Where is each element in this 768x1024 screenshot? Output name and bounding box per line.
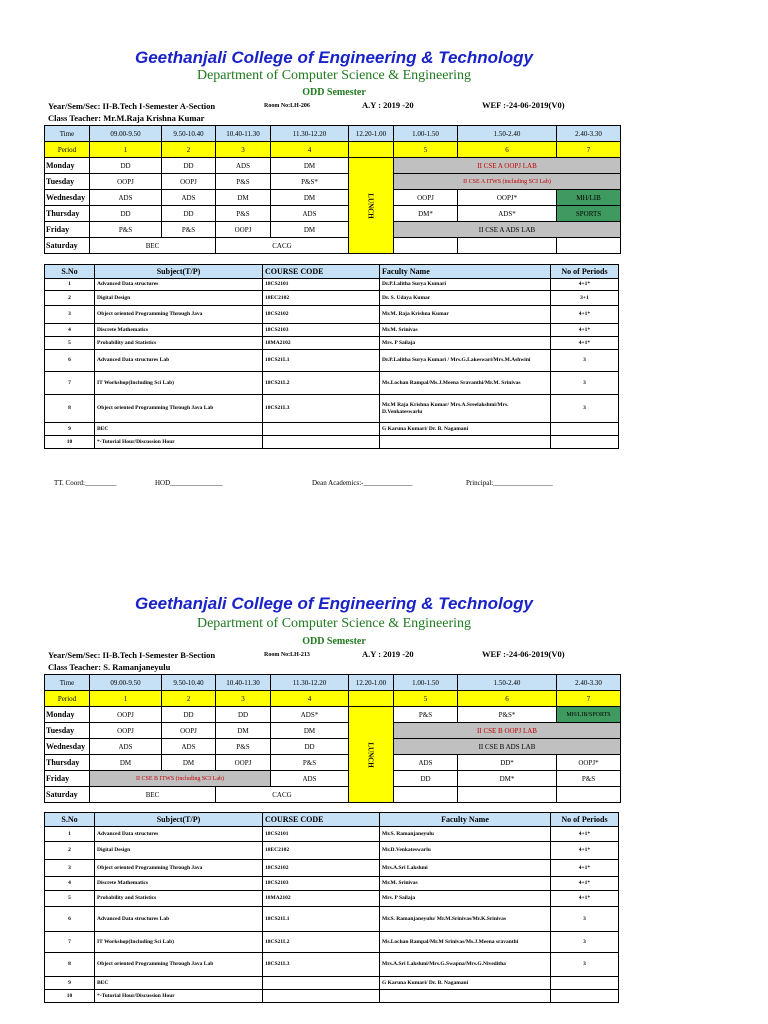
class-cell: P&S [90,222,162,238]
day-label: Thursday [45,206,90,222]
day-label: Tuesday [45,723,90,739]
class-teacher: Class Teacher: Mr.M.Raja Krishna Kumar [48,113,205,123]
header-sno: S.No [45,813,95,827]
row-faculty: G Karuna Kumari/ Dr. B. Nagamani [380,423,551,436]
table-row [45,324,619,337]
row-subject: BEC [95,423,263,436]
class-cell: DM [216,723,271,739]
row-faculty: Mr.M Raja Krishna Kumar/ Mrs.A.Sreelakshmi/Mrs. D.Venkateswarlu [380,395,551,423]
class-cell: OOPJ [90,723,162,739]
row-subject: IT Workshop(Including Sci Lab) [95,372,263,395]
row-periods [551,977,619,990]
class-cell: DD [216,707,271,723]
table-row [45,877,619,891]
period-number: 3 [216,142,271,158]
class-cell: DD [162,206,216,222]
room-number: Room No:LH-213 [264,652,310,658]
class-cell [557,787,621,803]
table-row [45,306,619,324]
time-slot: 11.30-12.20 [271,675,349,691]
period-number: 4 [271,142,349,158]
table-row [45,423,619,436]
class-cell: DD [90,206,162,222]
day-label: Saturday [45,787,90,803]
row-periods: 3 [551,350,619,372]
room-number: Room No:LH-206 [264,103,310,109]
class-cell: P&S* [271,174,349,190]
class-cell: OOPJ* [557,755,621,771]
row-sno: 4 [45,324,95,337]
row-sno: 8 [45,953,95,977]
row-code: 18CS2103 [263,324,380,337]
header-subject: Subject(T/P) [95,813,263,827]
time-slot: 2.40-3.30 [557,675,621,691]
time-slot: 9.50-10.40 [162,126,216,142]
row-code: 18EC2102 [263,291,380,306]
time-slot: 1.50-2.40 [458,126,557,142]
row-sno: 2 [45,842,95,860]
row-subject: Advanced Data structures [95,279,263,291]
header-faculty: Faculty Name [380,813,551,827]
row-sno: 3 [45,306,95,324]
row-periods: 3 [551,372,619,395]
table-row [45,953,619,977]
class-cell: DM [162,755,216,771]
day-label: Tuesday [45,174,90,190]
time-header: Time [45,675,90,691]
day-label: Friday [45,222,90,238]
class-cell: P&S* [458,707,557,723]
row-sno: 8 [45,395,95,423]
table-row [45,907,619,932]
class-cell: ADS [394,755,458,771]
table-row [45,436,619,449]
row-subject: Digital Design [95,842,263,860]
row-code: 18MA2102 [263,337,380,350]
period-number: 5 [394,142,458,158]
class-cell: CACG [216,787,349,803]
lab-cell: II CSE A ITWS (including SCI Lab) [394,174,621,190]
row-subject: Object oriented Programming Through Java Lab [95,953,263,977]
lunch-label: LUNCH [367,192,375,219]
row-periods: 4+1* [551,337,619,350]
row-faculty: Dr.P.Lalitha Surya Kumari / Mrs.G.Lakeswari/Mrs.M.Ashwini [380,350,551,372]
time-header: Time [45,126,90,142]
row-subject: Object oriented Programming Through Java Lab [95,395,263,423]
row-code [263,977,380,990]
row-sno: 3 [45,860,95,877]
period-header: Period [45,142,90,158]
row-periods [551,436,619,449]
header-periods: No of Periods [551,265,619,279]
wef-date: WEF :-24-06-2019(V0) [482,100,565,110]
header-periods: No of Periods [551,813,619,827]
time-slot: 12.20-1.00 [349,126,394,142]
row-periods: 4+1* [551,860,619,877]
class-cell: DD [271,739,349,755]
time-slot: 2.40-3.30 [557,126,621,142]
tt-coord-signature: TT. Coord:_________ [54,479,117,487]
row-subject: IT Workshop(Including Sci Lab) [95,932,263,953]
row-periods: 4+1* [551,306,619,324]
time-slot: 12.20-1.00 [349,675,394,691]
row-periods: 4+1* [551,877,619,891]
row-sno: 9 [45,423,95,436]
row-periods: 4+1* [551,891,619,907]
class-cell: P&S [216,739,271,755]
day-label: Monday [45,158,90,174]
table-row [45,860,619,877]
row-code: 18CS21L2 [263,932,380,953]
period-number: 2 [162,142,216,158]
class-cell [458,787,557,803]
class-cell: ADS [216,158,271,174]
row-sno: 9 [45,977,95,990]
row-faculty: Dr.P.Lalitha Surya Kumari [380,279,551,291]
row-periods: 4+1* [551,842,619,860]
day-label: Saturday [45,238,90,254]
header-subject: Subject(T/P) [95,265,263,279]
time-slot: 10.40-11.30 [216,126,271,142]
lunch-cell [349,707,394,803]
row-periods: 3 [551,953,619,977]
period-number [349,691,394,707]
row-faculty: Mr.M. Raja Krishna Kumar [380,306,551,324]
row-faculty: Mr.S. Ramanjaneyulu [380,827,551,842]
class-cell [458,238,557,254]
row-subject: Discrete Mathematics [95,877,263,891]
class-cell: P&S [216,206,271,222]
day-label: Monday [45,707,90,723]
college-title: Geethanjali College of Engineering & Technology [135,594,533,613]
row-periods: 3 [551,932,619,953]
period-number: 6 [458,142,557,158]
academic-year: A.Y : 2019 -20 [362,649,414,659]
period-number: 2 [162,691,216,707]
time-slot: 09.00-9.50 [90,675,162,691]
class-cell: BEC [90,238,216,254]
table-row [45,842,619,860]
row-faculty: Mr.M. Srinivas [380,877,551,891]
day-label: Friday [45,771,90,787]
row-subject: Probability and Statistics [95,891,263,907]
class-cell [394,238,458,254]
row-sno: 5 [45,891,95,907]
table-row [45,337,619,350]
row-sno: 2 [45,291,95,306]
row-code: 18CS2101 [263,279,380,291]
class-cell: MH/LIB [557,190,621,206]
row-code: 18CS2102 [263,860,380,877]
row-subject: Probability and Statistics [95,337,263,350]
class-cell: ADS [271,206,349,222]
row-subject: Object oriented Programming Through Java [95,306,263,324]
row-faculty: Mrs.A.Sri Lakshmi/Mrs.G.Swapna/Mrs.G.Niveditha [380,953,551,977]
class-cell: DM [271,158,349,174]
academic-year: A.Y : 2019 -20 [362,100,414,110]
time-slot: 09.00-9.50 [90,126,162,142]
class-cell: DM* [394,206,458,222]
class-cell: DM* [458,771,557,787]
class-cell: DM [90,755,162,771]
class-cell: DM [216,190,271,206]
class-cell: DM [271,190,349,206]
row-faculty [380,990,551,1003]
class-cell: DM [271,222,349,238]
period-number: 4 [271,691,349,707]
row-periods: 4+1* [551,279,619,291]
semester-label: ODD Semester [302,87,366,98]
row-faculty: Mr.M. Srinivas [380,324,551,337]
table-row [45,891,619,907]
row-code: 18CS21L1 [263,907,380,932]
row-sno: 6 [45,350,95,372]
lab-cell: II CSE B ITWS (including SCI Lab) [90,771,271,787]
row-subject: BEC [95,977,263,990]
period-number: 1 [90,691,162,707]
row-periods: 3+1 [551,291,619,306]
class-cell: ADS* [271,707,349,723]
row-faculty: Mrs.A.Sri Lakshmi [380,860,551,877]
table-row [45,932,619,953]
time-slot: 9.50-10.40 [162,675,216,691]
class-cell: OOPJ [90,174,162,190]
row-faculty: Ms.Lochan Rampal/Ms.J.Meena Sravanthi/Mr.M. Srinivas [380,372,551,395]
row-code: 18CS2103 [263,877,380,891]
class-cell: DD* [458,755,557,771]
class-cell: ADS [90,739,162,755]
row-code: 18CS21L2 [263,372,380,395]
college-title: Geethanjali College of Engineering & Technology [135,48,533,67]
class-cell: P&S [216,174,271,190]
row-periods: 4+1* [551,827,619,842]
row-periods [551,423,619,436]
subjects-table [44,264,619,449]
timetable-grid [44,674,621,803]
hod-signature: HOD_______________ [155,479,223,487]
row-subject: *-Tutorial Hour/Discussion Hour [95,990,263,1003]
period-number: 6 [458,691,557,707]
period-header: Period [45,691,90,707]
table-row [45,350,619,372]
class-cell: DD [90,158,162,174]
class-cell: ADS [162,190,216,206]
day-label: Wednesday [45,739,90,755]
row-subject: Digital Design [95,291,263,306]
class-cell: ADS [162,739,216,755]
lab-cell: II CSE A OOPJ LAB [394,158,621,174]
time-slot: 10.40-11.30 [216,675,271,691]
class-cell: P&S [162,222,216,238]
class-cell: OOPJ [216,755,271,771]
row-faculty [380,436,551,449]
period-number: 7 [557,691,621,707]
period-number [349,142,394,158]
timetable-grid [44,125,621,254]
header-sno: S.No [45,265,95,279]
class-cell: DD [394,771,458,787]
row-faculty: Mr.D.Venkateswarlu [380,842,551,860]
row-faculty: G Karuna Kumari/ Dr. B. Nagamani [380,977,551,990]
row-sno: 7 [45,372,95,395]
header-code: COURSE CODE [263,265,380,279]
row-faculty: Ms.Lochan Rampal/Mr.M Srinivas/Ms.J.Meena sravanthi [380,932,551,953]
row-code: 18CS21L3 [263,395,380,423]
class-cell: P&S [271,755,349,771]
lab-cell: II CSE B OOPJ LAB [394,723,621,739]
semester-label: ODD Semester [302,636,366,647]
row-sno: 1 [45,279,95,291]
row-periods [551,990,619,1003]
class-cell: ADS [90,190,162,206]
class-cell: OOPJ [394,190,458,206]
year-sem-sec: Year/Sem/Sec: II-B.Tech I-Semester A-Section [48,101,216,111]
period-number: 5 [394,691,458,707]
lunch-label: LUNCH [367,741,375,768]
period-number: 1 [90,142,162,158]
table-row [45,990,619,1003]
row-sno: 6 [45,907,95,932]
row-sno: 10 [45,990,95,1003]
class-cell: P&S [557,771,621,787]
table-row [45,395,619,423]
class-cell: OOPJ [162,723,216,739]
row-code [263,436,380,449]
year-sem-sec: Year/Sem/Sec: II-B.Tech I-Semester B-Section [48,650,216,660]
class-cell: BEC [90,787,216,803]
lab-cell: II CSE A ADS LAB [394,222,621,238]
row-subject: Object oriented Programming Through Java [95,860,263,877]
row-sno: 1 [45,827,95,842]
time-slot: 1.00-1.50 [394,675,458,691]
row-code: 18CS2102 [263,306,380,324]
row-sno: 5 [45,337,95,350]
row-code [263,990,380,1003]
table-row [45,827,619,842]
time-slot: 1.00-1.50 [394,126,458,142]
row-code: 18MA2102 [263,891,380,907]
class-cell: ADS* [458,206,557,222]
day-label: Thursday [45,755,90,771]
class-cell: CACG [216,238,349,254]
class-cell: OOPJ* [458,190,557,206]
class-cell: MH/LIB/SPORTS [557,707,621,723]
header-faculty: Faculty Name [380,265,551,279]
header-code: COURSE CODE [263,813,380,827]
principal-signature: Principal:_________________ [466,479,553,487]
class-cell [394,787,458,803]
period-number: 3 [216,691,271,707]
table-row [45,977,619,990]
class-cell: DD [162,707,216,723]
class-cell: DD [162,158,216,174]
row-faculty: Dr. S. Udaya Kumar [380,291,551,306]
class-cell: OOPJ [90,707,162,723]
row-faculty: Mr.S. Ramanjaneyulu/ Mr.M.Srinivas/Mr.K.Srinivas [380,907,551,932]
dean-signature: Dean Academics:-______________ [312,479,413,487]
class-cell: OOPJ [162,174,216,190]
row-code [263,423,380,436]
period-number: 7 [557,142,621,158]
class-cell: OOPJ [216,222,271,238]
class-cell: DM [271,723,349,739]
time-slot: 11.30-12.20 [271,126,349,142]
row-code: 18CS2101 [263,827,380,842]
class-cell: P&S [394,707,458,723]
class-cell [557,238,621,254]
row-subject: Discrete Mathematics [95,324,263,337]
row-code: 18CS21L3 [263,953,380,977]
row-faculty: Mrs. P Sailaja [380,337,551,350]
row-subject: *-Tutorial Hour/Discussion Hour [95,436,263,449]
row-code: 18CS21L1 [263,350,380,372]
lunch-cell [349,158,394,254]
time-slot: 1.50-2.40 [458,675,557,691]
table-row [45,372,619,395]
day-label: Wednesday [45,190,90,206]
row-periods: 4+1* [551,324,619,337]
class-teacher: Class Teacher: S. Ramanjaneyulu [48,662,171,672]
row-subject: Advanced Data structures Lab [95,350,263,372]
wef-date: WEF :-24-06-2019(V0) [482,649,565,659]
table-row [45,291,619,306]
row-sno: 4 [45,877,95,891]
row-code: 18EC2102 [263,842,380,860]
subjects-table [44,812,619,1003]
department-title: Department of Computer Science & Engineering [196,68,472,83]
row-periods: 3 [551,907,619,932]
department-title: Department of Computer Science & Engineering [196,616,472,631]
class-cell: SPORTS [557,206,621,222]
row-periods: 3 [551,395,619,423]
lab-cell: II CSE B ADS LAB [394,739,621,755]
row-subject: Advanced Data structures [95,827,263,842]
row-subject: Advanced Data structures Lab [95,907,263,932]
row-sno: 10 [45,436,95,449]
class-cell: ADS [271,771,349,787]
row-sno: 7 [45,932,95,953]
table-row [45,279,619,291]
row-faculty: Mrs. P Sailaja [380,891,551,907]
